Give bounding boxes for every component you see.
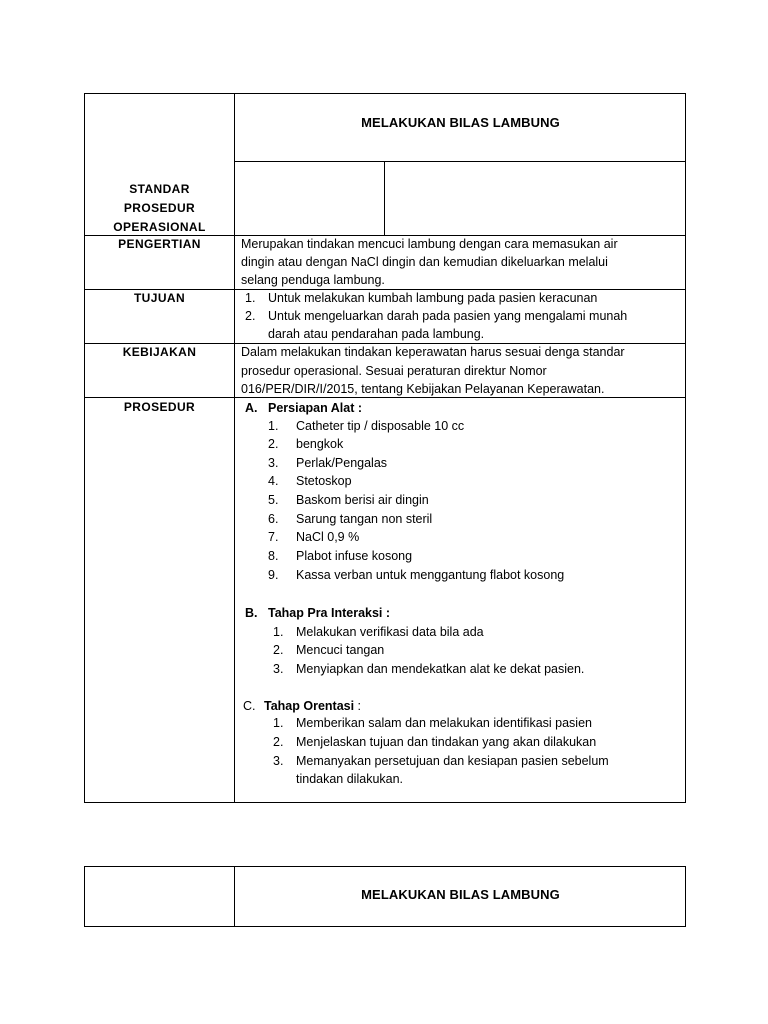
- sop-label-line-3: OPERASIONAL: [113, 220, 206, 234]
- kebijakan-line-1: Dalam melakukan tindakan keperawatan harus sesuai denga standar: [241, 345, 625, 359]
- pengertian-label: PENGERTIAN: [118, 237, 201, 251]
- prosedur-label: PROSEDUR: [123, 400, 196, 414]
- list-item: Kassa verban untuk menggantung flabot kosong: [296, 568, 565, 582]
- pengertian-line-2: dingin atau dengan NaCl dingin dan kemudian dikeluarkan melalui: [241, 255, 608, 269]
- list-number: 2.: [273, 735, 284, 749]
- list-number: 4.: [268, 474, 279, 488]
- section-c-letter: C.: [243, 699, 256, 713]
- list-number: 3.: [268, 456, 279, 470]
- list-number: 3.: [273, 754, 284, 768]
- list-number: 1.: [273, 625, 284, 639]
- tujuan-item-2-line-2: darah atau pendarahan pada lambung.: [268, 327, 485, 341]
- list-number: 8.: [268, 549, 279, 563]
- list-number: 5.: [268, 493, 279, 507]
- tujuan-item-2-line-1: Untuk mengeluarkan darah pada pasien yang mengalami munah: [268, 309, 628, 323]
- section-c-title: Tahap Orentasi: [264, 699, 355, 713]
- list-item: Melakukan verifikasi data bila ada: [296, 625, 484, 639]
- document-title-2: MELAKUKAN BILAS LAMBUNG: [361, 887, 560, 902]
- column-divider: [234, 93, 235, 803]
- section-b-letter: B.: [245, 606, 258, 620]
- section-b-title: Tahap Pra Interaksi :: [268, 606, 391, 620]
- list-item: Plabot infuse kosong: [296, 549, 413, 563]
- list-number: 2.: [245, 309, 256, 323]
- tujuan-label: TUJUAN: [133, 291, 186, 305]
- list-number: 9.: [268, 568, 279, 582]
- list-item: Baskom berisi air dingin: [296, 493, 429, 507]
- list-number: 3.: [273, 662, 284, 676]
- row-divider: [234, 161, 686, 162]
- list-item: Stetoskop: [296, 474, 352, 488]
- section-a-title: Persiapan Alat :: [268, 401, 363, 415]
- list-item: Perlak/Pengalas: [296, 456, 388, 470]
- sop-subcell-divider: [384, 161, 385, 235]
- list-number: 6.: [268, 512, 279, 526]
- section-c-heading: [264, 697, 361, 716]
- list-number: 2.: [273, 643, 284, 657]
- list-item: Menyiapkan dan mendekatkan alat ke dekat pasien.: [296, 662, 585, 676]
- list-item: Memberikan salam dan melakukan identifikasi pasien: [296, 716, 592, 730]
- list-item-line-1: Memanyakan persetujuan dan kesiapan pasien sebelum: [296, 754, 609, 768]
- list-item: Sarung tangan non steril: [296, 512, 433, 526]
- list-item: bengkok: [296, 437, 344, 451]
- list-number: 7.: [268, 530, 279, 544]
- kebijakan-line-2: prosedur operasional. Sesuai peraturan direktur Nomor: [241, 364, 547, 378]
- list-item: Mencuci tangan: [296, 643, 385, 657]
- sop-label-line-2: PROSEDUR: [123, 201, 196, 215]
- list-number: 1.: [273, 716, 284, 730]
- list-number: 1.: [245, 291, 256, 305]
- kebijakan-label: KEBIJAKAN: [122, 345, 197, 359]
- section-a-letter: A.: [245, 401, 258, 415]
- kebijakan-line-3: 016/PER/DIR/I/2015, tentang Kebijakan Pelayanan Keperawatan.: [241, 382, 605, 396]
- document-title: MELAKUKAN BILAS LAMBUNG: [361, 115, 560, 130]
- pengertian-line-1: Merupakan tindakan mencuci lambung dengan cara memasukan air: [241, 237, 618, 251]
- list-item: NaCl 0,9 %: [296, 530, 360, 544]
- list-item: Menjelaskan tujuan dan tindakan yang akan dilakukan: [296, 735, 597, 749]
- list-number: 2.: [268, 437, 279, 451]
- pengertian-line-3: selang penduga lambung.: [241, 273, 385, 287]
- list-item: Catheter tip / disposable 10 cc: [296, 419, 465, 433]
- list-number: 1.: [268, 419, 279, 433]
- tujuan-item-1: Untuk melakukan kumbah lambung pada pasien keracunan: [268, 291, 598, 305]
- section-c-suffix: :: [354, 699, 362, 713]
- list-item-line-2: tindakan dilakukan.: [296, 772, 404, 786]
- sop-label-line-1: STANDAR: [129, 182, 190, 196]
